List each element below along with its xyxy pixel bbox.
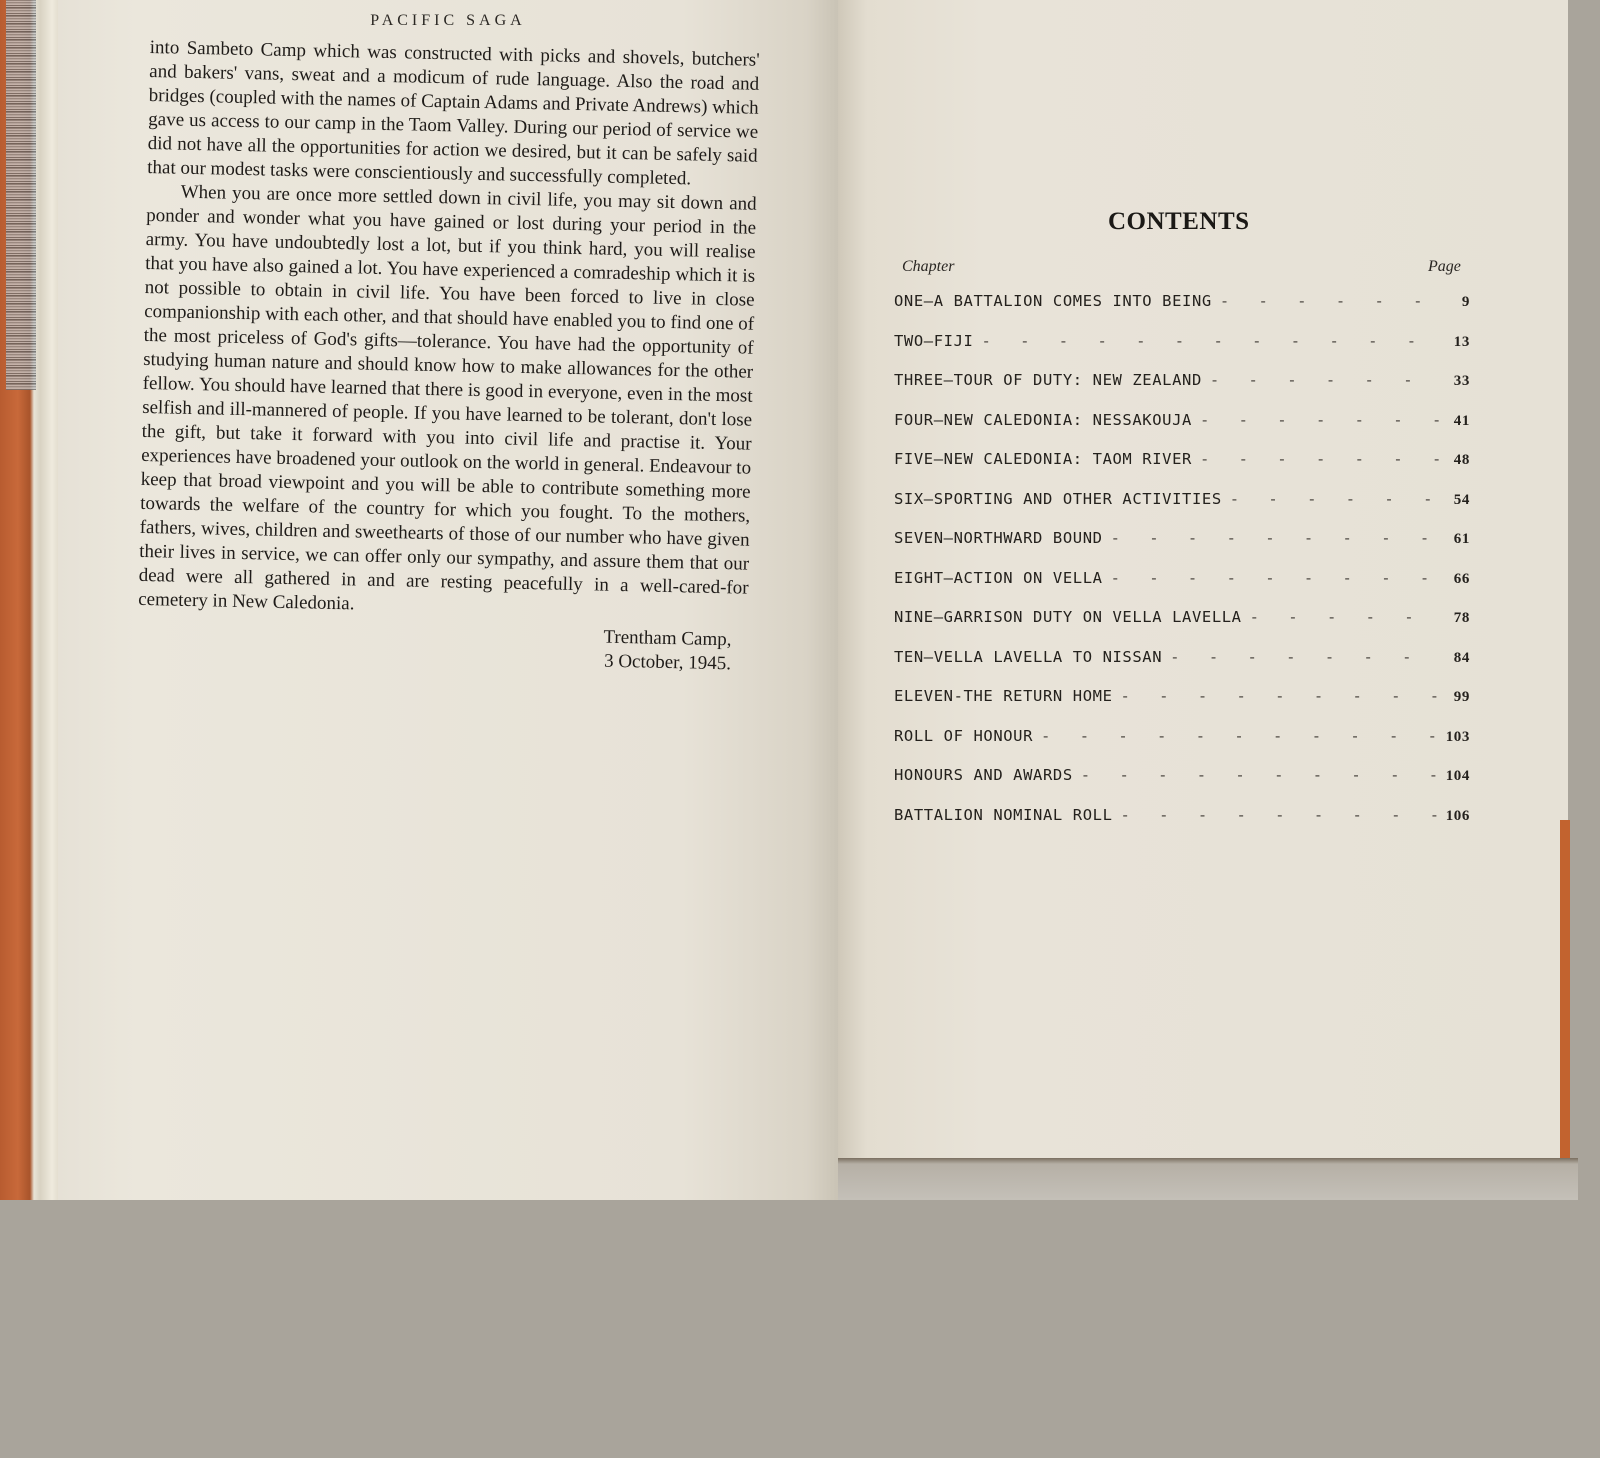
- toc-entry: [894, 727, 1470, 767]
- toc-entry: [894, 806, 1470, 846]
- dot-leader: [973, 332, 1440, 350]
- toc-entry: [894, 411, 1470, 451]
- toc-entry: [894, 608, 1470, 648]
- toc-entry-title: TEN—VELLA LAVELLA TO NISSAN: [894, 647, 1163, 666]
- toc-entry-title: SIX—SPORTING AND OTHER ACTIVITIES: [894, 489, 1222, 508]
- dot-leader: [1192, 411, 1440, 429]
- dot-leader: [1162, 648, 1440, 666]
- toc-entry-page: 61: [1453, 531, 1470, 547]
- running-head: PACIFIC SAGA: [370, 12, 526, 29]
- toc-entry-title: ELEVEN-THE RETURN HOME: [894, 687, 1113, 705]
- toc-entry-title: FOUR—NEW CALEDONIA: NESSAKOUJA: [894, 410, 1192, 429]
- dot-leader: [1033, 727, 1440, 745]
- toc-entry-title: EIGHT—ACTION ON VELLA: [894, 568, 1103, 587]
- dot-leader: [1103, 529, 1440, 547]
- dot-leader: [1073, 766, 1440, 784]
- signoff-place: Trentham Camp,: [603, 626, 732, 651]
- toc-entry: [894, 648, 1470, 688]
- paragraph-2: When you are once more settled down in civil life, you may sit down and ponder and wonder what you have gained or lost during your period in the army. You have undoubtedly lost a lot, but if you think hard, you will realise that you have also gained a lot. You have experienced a comradeship which it is not possible to obtain in civil life. You have been forced to live in close companionship with each other, and that should have enabled you to find one of the most priceless of God's gifts—tolerance. You have had the opportunity of studying human nature and should know how to make allowances for the other fellow. You should have learned that there is good in everyone, even in the most selfish and ill-mannered of people. If you have learned to be tolerant, don't lose the gift, but take it forward with you into civil life and practise it. Your experiences have broadened your outlook on the world in general. Endeavour to keep that broad viewpoint and you will be able to contribute something more towards the welfare of the country for which you fought. To the mothers, fathers, wives, children and sweethearts of those of our number who have given their lives in service, we can offer only our sympathy, and assure them that our dead were all gathered in and are resting peacefully in a well-cared-for cemetery in New Caledonia.: [137, 181, 757, 615]
- toc-entry-page: 13: [1453, 333, 1470, 350]
- signoff: [137, 616, 748, 677]
- toc-entry-page: 106: [1445, 807, 1470, 824]
- dot-leader: [1212, 292, 1440, 310]
- toc-entry-title: BATTALION NOMINAL ROLL: [894, 805, 1113, 824]
- toc-entry-page: 33: [1453, 373, 1470, 389]
- toc-entry-page: 103: [1445, 728, 1470, 745]
- signoff-date: 3 October, 1945.: [603, 650, 732, 675]
- contents-title: CONTENTS: [1108, 208, 1250, 235]
- dot-leader: [1192, 450, 1440, 468]
- toc-entry-page: 66: [1453, 570, 1470, 587]
- paragraph-1: into Sambeto Camp which was constructed with picks and shovels, butchers' and bakers' vans, sweat and a modicum of rude language. Also the road and bridges (coupled with the names of Captain Adams and Private Andrews) which gave us access to our camp in the Taom Valley. During our period of service we did not have all the opportunities for action we desired, but it can be safely said that our modest tasks were conscientiously and successfully completed.: [147, 36, 760, 190]
- dot-leader: [1103, 569, 1440, 587]
- toc-entry-title: NINE—GARRISON DUTY ON VELLA LAVELLA: [894, 608, 1242, 626]
- toc-entry-page: 78: [1453, 610, 1470, 626]
- toc-entry-page: 41: [1453, 412, 1470, 429]
- toc-entry-title: ONE—A BATTALION COMES INTO BEING: [894, 292, 1212, 310]
- dot-leader: [1113, 687, 1441, 705]
- page-column-header: Page: [1428, 258, 1461, 275]
- toc-entry: [894, 529, 1470, 569]
- toc-entry: [894, 292, 1470, 332]
- toc-entry: [894, 371, 1470, 411]
- toc-entry: [894, 450, 1470, 490]
- toc-entry: [894, 766, 1470, 806]
- toc-entry: [894, 687, 1470, 727]
- chapter-column-header: Chapter: [902, 258, 955, 275]
- left-page: [58, 0, 838, 1200]
- toc-entry-title: SEVEN—NORTHWARD BOUND: [894, 529, 1103, 547]
- toc-entry-title: THREE—TOUR OF DUTY: NEW ZEALAND: [894, 371, 1202, 389]
- dot-leader: [1242, 608, 1440, 626]
- toc-entry-title: ROLL OF HONOUR: [894, 726, 1034, 745]
- toc-entry-title: TWO—FIJI: [894, 331, 974, 350]
- toc-entry-page: 54: [1453, 491, 1470, 508]
- toc-entry-page: 48: [1453, 452, 1470, 468]
- dot-leader: [1222, 490, 1440, 508]
- toc-entry: [894, 569, 1470, 609]
- right-page: [838, 0, 1568, 1160]
- toc-entry-page: 84: [1453, 649, 1470, 666]
- page-bottom-shadow: [838, 1158, 1578, 1200]
- toc-entry-page: 9: [1461, 294, 1470, 310]
- toc-entry-page: 104: [1445, 768, 1470, 784]
- toc-entry-title: FIVE—NEW CALEDONIA: TAOM RIVER: [894, 450, 1192, 468]
- toc-entry: [894, 332, 1470, 372]
- body-text: [137, 36, 760, 677]
- cover-edge-right: [1560, 820, 1570, 1160]
- toc-entry-title: HONOURS AND AWARDS: [894, 766, 1073, 784]
- dot-leader: [1202, 371, 1440, 389]
- page-edge-speckle: [6, 0, 36, 390]
- contents-list: [894, 292, 1470, 845]
- toc-entry: [894, 490, 1470, 530]
- toc-entry-page: 99: [1453, 689, 1470, 705]
- dot-leader: [1113, 806, 1441, 824]
